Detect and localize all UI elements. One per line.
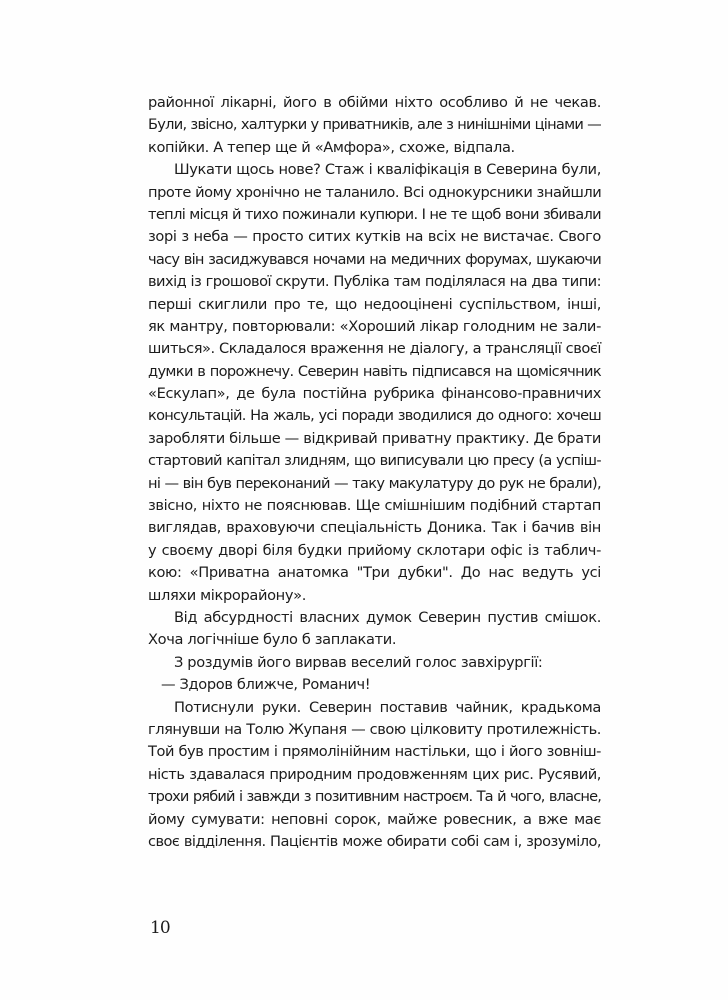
text-line: глянувши на Толю Жупаня — свою цілковиту протилежність. [148, 720, 601, 738]
text-line: З роздумів його вирвав веселий голос завхірургії: [174, 653, 543, 671]
text-line: шиться». Складалося враження не діалогу, а трансляції своєї [148, 340, 601, 358]
text-line: ні — він був переконаний — таку макулатуру до рук не брали), [148, 474, 601, 492]
text-line: виглядав, враховуючи спеціальність Доника. Так і бачив він [148, 519, 601, 537]
text-line: Хоча логічніше було б заплакати. [148, 631, 397, 649]
text-line: як мантру, повторювали: «Хороший лікар голодним не зали- [148, 317, 601, 335]
text-line: консультацій. На жаль, усі поради зводилися до одного: хочеш [148, 407, 601, 425]
text-line: перші скиглили про те, що недооцінені суспільством, інші, [148, 295, 601, 313]
text-line: звісно, ніхто не пояснював. Ще смішнішим подібний стартап [148, 497, 601, 515]
text-line: думки в порожнечу. Северин навіть підписався на щомісячник [148, 362, 601, 380]
text-line: теплі місця й тихо пожинали купюри. І не те щоб вони збивали [148, 205, 601, 223]
text-line: ність здавалася природним продовженням цих рис. Русявий, [148, 765, 601, 783]
text-line: проте йому хронічно не таланило. Всі однокурсники знайшли [148, 183, 602, 201]
text-line: зорі з неба — просто ситих кутків на всіх не вистачає. Свого [148, 228, 601, 246]
text-line: — Здоров ближче, Романич! [161, 676, 371, 694]
text-line: копійки. А тепер ще й «Амфора», схоже, відпала. [148, 138, 515, 156]
text-line: своє відділення. Пацієнтів може обирати собі сам і, зрозуміло, [148, 832, 601, 850]
text-line: Потиснули руки. Северин поставив чайник, крадькома [174, 698, 601, 716]
text-line: шляхи мікрорайону». [148, 586, 307, 604]
text-line: у своєму дворі біля будки прийому склотари офіс із таблич- [148, 541, 601, 559]
text-line: стартовий капітал злидням, що виписували цю пресу (а успіш- [148, 452, 601, 470]
text-line: «Ескулап», де була постійна рубрика фінансово-правничих [148, 385, 601, 403]
text-line: Від абсурдності власних думок Северин пустив смішок. [174, 608, 601, 626]
page-number: 10 [150, 918, 170, 938]
text-line: Були, звісно, халтурки у приватників, але з нинішніми цінами — [148, 116, 601, 134]
text-line: кою: «Приватна анатомка "Три дубки". До нас ведуть усі [148, 564, 601, 582]
text-line: йому сумувати: неповні сорок, майже ровесник, а вже має [148, 810, 601, 828]
text-line: часу він засиджувався ночами на медичних форумах, шукаючи [148, 250, 601, 268]
text-line: трохи рябий і завжди з позитивним настроєм. Та й чого, власне, [148, 788, 601, 806]
text-line: Той був простим і прямолінійним настільки, що і його зовніш- [148, 743, 601, 761]
body-text [148, 92, 601, 853]
text-line: Шукати щось нове? Стаж і кваліфікація в Северина були, [174, 161, 601, 179]
text-line: районної лікарні, його в обійми ніхто особливо й не чекав. [148, 94, 601, 111]
text-line: заробляти більше — відкривай приватну практику. Де брати [148, 429, 601, 447]
text-line: вихід із грошової скрути. Публіка там поділялася на два типи: [148, 273, 601, 291]
